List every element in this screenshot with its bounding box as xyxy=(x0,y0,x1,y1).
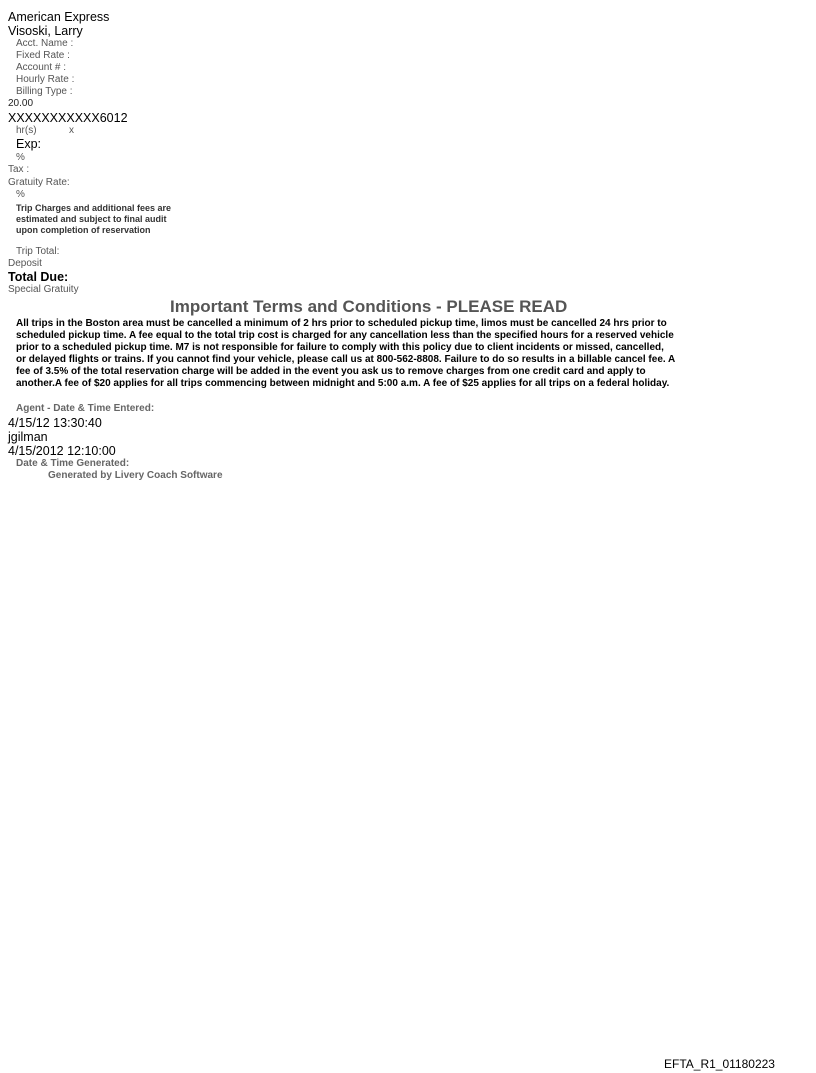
generated-label: Date & Time Generated: xyxy=(16,458,130,469)
percent-sign: % xyxy=(16,152,25,163)
trip-total-label: Trip Total: xyxy=(16,246,60,257)
exp-label: Exp: xyxy=(16,137,42,151)
fixed-rate-label: Fixed Rate : xyxy=(16,50,70,61)
account-holder: Visoski, Larry xyxy=(8,24,83,38)
terms-heading: Important Terms and Conditions - PLEASE READ xyxy=(170,297,568,316)
agent-name: jgilman xyxy=(8,430,48,444)
trip-charges-note: Trip Charges and additional fees are estimated and subject to final audit upon completion of reservation xyxy=(16,203,172,235)
hours-label: hr(s) xyxy=(16,125,37,136)
total-due-label: Total Due: xyxy=(8,270,69,284)
card-type: American Express xyxy=(8,10,110,24)
deposit-label: Deposit xyxy=(8,258,42,269)
agent-entered-label: Agent - Date & Time Entered: xyxy=(16,403,155,414)
document-id: EFTA_R1_01180223 xyxy=(664,1057,775,1071)
generated-datetime: 4/15/2012 12:10:00 xyxy=(8,444,116,458)
gratuity-percent-sign: % xyxy=(16,189,25,200)
entered-datetime: 4/15/12 13:30:40 xyxy=(8,416,102,430)
terms-body: All trips in the Boston area must be cancelled a minimum of 2 hrs prior to scheduled pickup time, limos must be cancelled 24 hrs prior to scheduled pickup time. A fee equal to the total trip cost is charged for any cancellation less than the specified hours for a reserved vehicle prior to a scheduled pickup time. M7 is not responsible for failure to comply with this policy due to client incidents or missed, cancelled, or delayed flights or trains. If you cannot find your vehicle, please call us at 800-562-8808. Failure to do so results in a billable cancel fee. A fee of 3.5% of the total reservation charge will be added in the event you ask us to remove charges from one credit card and apply to another.A fee of $20 applies for all trips commencing between midnight and 5:00 a.m. A fee of $25 applies for all trips on a federal holiday. xyxy=(16,318,675,390)
software-credit: Generated by Livery Coach Software xyxy=(48,470,223,481)
multiply-sign: x xyxy=(69,125,74,136)
acct-name-label: Acct. Name : xyxy=(16,38,74,49)
hourly-rate-label: Hourly Rate : xyxy=(16,74,75,85)
tax-label: Tax : xyxy=(8,164,30,175)
amount-value: 20.00 xyxy=(8,98,34,109)
account-number-value: XXXXXXXXXXX6012 xyxy=(8,111,128,125)
account-number-label: Account # : xyxy=(16,62,67,73)
billing-type-label: Billing Type : xyxy=(16,86,73,97)
special-gratuity-label: Special Gratuity xyxy=(8,284,79,295)
gratuity-rate-label: Gratuity Rate: xyxy=(8,177,70,188)
